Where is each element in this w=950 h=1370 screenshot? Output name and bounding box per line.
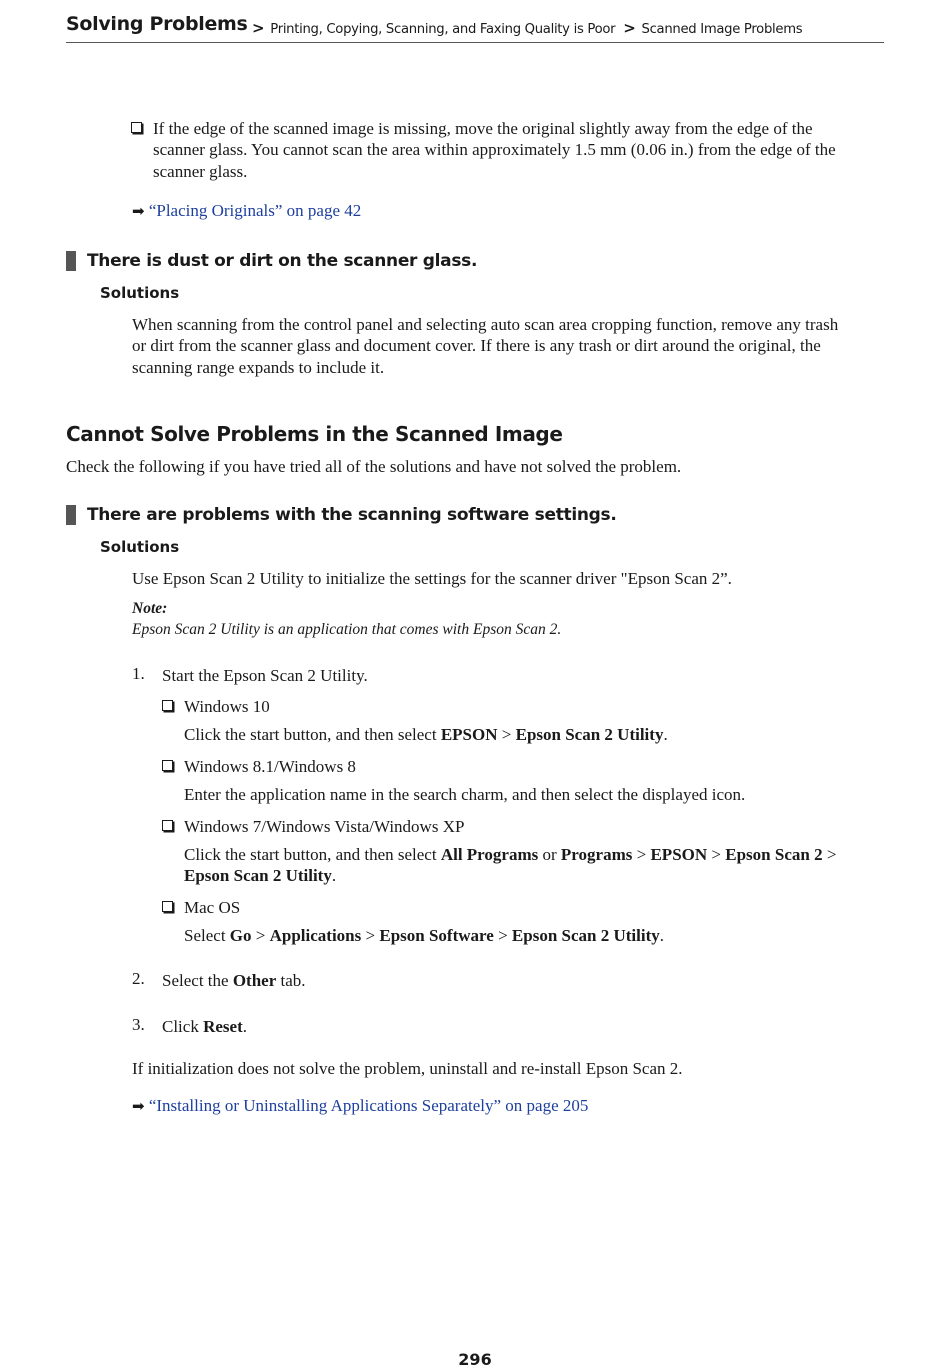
- paragraph-line: or dirt from the scanner glass and document cover. If there is any trash or dirt around the original, the: [132, 336, 821, 356]
- link-row: [132, 200, 361, 222]
- breadcrumb-separator: >: [623, 19, 636, 37]
- windows10-instruction: Click the start button, and then select EPSON > Epson Scan 2 Utility.: [184, 725, 668, 744]
- os-label-mac: Mac OS: [184, 898, 241, 917]
- solutions-label: Solutions: [100, 538, 180, 556]
- breadcrumb-item-quality[interactable]: Printing, Copying, Scanning, and Faxing Quality is Poor: [270, 22, 616, 37]
- step-number: 3.: [132, 1015, 145, 1034]
- os-label-windows8: Windows 8.1/Windows 8: [184, 757, 356, 776]
- bullet-checkbox-icon: [162, 820, 173, 831]
- paragraph-line: scanner glass.: [153, 161, 248, 181]
- page-header: [66, 12, 884, 43]
- reinstall-text: If initialization does not solve the problem, uninstall and re-install Epson Scan 2.: [132, 1059, 683, 1078]
- paragraph-line: When scanning from the control panel and selecting auto scan area cropping function, remove any trash: [132, 315, 839, 334]
- breadcrumb-item-scanned-image[interactable]: Scanned Image Problems: [641, 22, 803, 37]
- bullet-checkbox-icon: [162, 760, 173, 771]
- arrow-right-icon: ➡: [132, 202, 145, 220]
- placing-originals-link[interactable]: “Placing Originals” on page 42: [148, 201, 362, 220]
- step-text: Start the Epson Scan 2 Utility.: [162, 666, 368, 685]
- link-row: [132, 1095, 588, 1117]
- breadcrumb: [244, 19, 802, 37]
- software-heading: There are problems with the scanning software settings.: [87, 505, 617, 525]
- mac-instruction: Select Go > Applications > Epson Software > Epson Scan 2 Utility.: [184, 926, 664, 945]
- step-text: Select the Other tab.: [162, 971, 306, 990]
- windows8-instruction: Enter the application name in the search charm, and then select the displayed icon.: [184, 785, 746, 804]
- software-solution-text: Use Epson Scan 2 Utility to initialize the settings for the scanner driver "Epson Scan 2”.: [132, 569, 732, 588]
- solutions-label: Solutions: [100, 284, 180, 302]
- os-label-windows10: Windows 10: [184, 697, 270, 716]
- step-number: 1.: [132, 664, 145, 683]
- dust-heading: There is dust or dirt on the scanner glass.: [87, 251, 478, 271]
- section-bar-icon: [66, 505, 76, 525]
- step-number: 2.: [132, 969, 145, 988]
- os-label-windows7: Windows 7/Windows Vista/Windows XP: [184, 817, 465, 836]
- installing-applications-link[interactable]: “Installing or Uninstalling Applications Separately” on page 205: [148, 1096, 589, 1115]
- paragraph-line: scanning range expands to include it.: [132, 357, 385, 377]
- note-label: Note:: [132, 600, 168, 617]
- header-title: Solving Problems: [66, 13, 248, 35]
- breadcrumb-separator: >: [252, 19, 265, 37]
- section-heading: Cannot Solve Problems in the Scanned Image: [66, 422, 563, 446]
- dust-solution-paragraph: [132, 314, 838, 378]
- section-bar-icon: [66, 251, 76, 271]
- windows7-instruction: Click the start button, and then select All Programs or Programs > EPSON > Epson Scan 2 > Epson Scan 2 Utility.: [184, 845, 837, 886]
- paragraph-line: If the edge of the scanned image is missing, move the original slightly away from the edge of the: [153, 119, 813, 138]
- page-number: 296: [458, 1350, 492, 1369]
- arrow-right-icon: ➡: [132, 1097, 145, 1115]
- edge-missing-paragraph: [153, 118, 836, 182]
- note-text: Epson Scan 2 Utility is an application that comes with Epson Scan 2.: [132, 621, 562, 638]
- bullet-checkbox-icon: [162, 901, 173, 912]
- paragraph-line: scanner glass. You cannot scan the area within approximately 1.5 mm (0.06 in.) from the edge of the: [153, 140, 836, 160]
- section-intro: Check the following if you have tried all of the solutions and have not solved the problem.: [66, 457, 682, 476]
- bullet-checkbox-icon: [162, 700, 173, 711]
- step-text: Click Reset.: [162, 1017, 247, 1036]
- bullet-checkbox-icon: [131, 122, 142, 133]
